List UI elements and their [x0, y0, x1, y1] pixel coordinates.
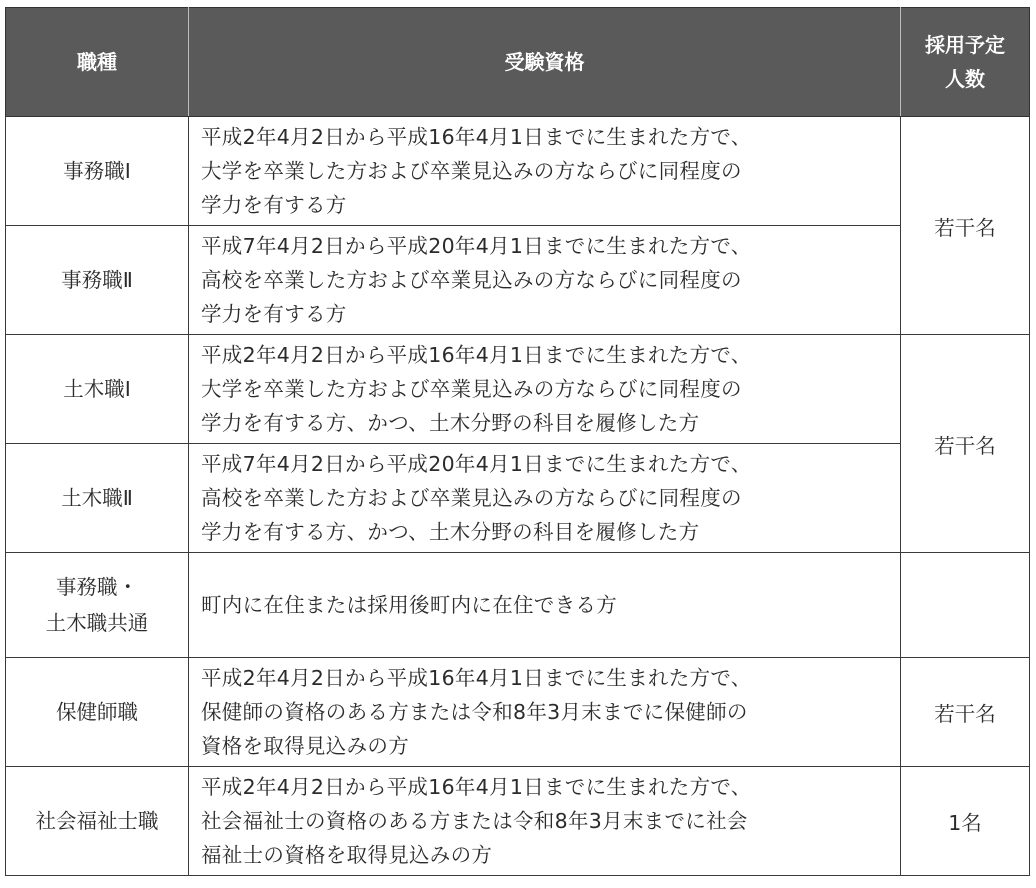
- qualification-line: 平成7年4月2日から平成20年4月1日までに生まれた方で、: [201, 234, 752, 258]
- qualification-line: 高校を卒業した方および卒業見込みの方ならびに同程度の: [201, 268, 742, 292]
- table-row-clerical-1: [6, 117, 1030, 226]
- header-row: [6, 8, 1030, 117]
- qualification-cell: [189, 226, 901, 335]
- recruitment-table: [5, 7, 1030, 876]
- qualification-line: 社会福祉士の資格のある方または令和8年3月末までに社会: [201, 809, 748, 833]
- count-cell-clerical: 若干名: [901, 117, 1030, 335]
- job-type-cell: 社会福祉士職: [6, 767, 189, 876]
- table-row-civil-2: [6, 444, 1030, 553]
- job-type-cell: 事務職Ⅱ: [6, 226, 189, 335]
- qualification-line: 保健師の資格のある方または令和8年3月末までに保健師の: [201, 700, 748, 724]
- header-job-type: 職種: [6, 8, 189, 117]
- table-row-clerical-2: [6, 226, 1030, 335]
- qualification-line: 学力を有する方、かつ、土木分野の科目を履修した方: [201, 520, 700, 544]
- table-row-social-worker: [6, 767, 1030, 876]
- job-type-cell: 保健師職: [6, 658, 189, 767]
- job-type-line1: 事務職・: [56, 575, 138, 599]
- header-count-line1: 採用予定: [925, 33, 1005, 57]
- count-cell-empty: [901, 553, 1030, 658]
- header-count-line2: 人数: [945, 67, 985, 91]
- job-type-cell: 土木職Ⅰ: [6, 335, 189, 444]
- count-cell-social-worker: 1名: [901, 767, 1030, 876]
- qualification-line: 福祉士の資格を取得見込みの方: [201, 843, 493, 867]
- qualification-line: 平成2年4月2日から平成16年4月1日までに生まれた方で、: [201, 343, 752, 367]
- qualification-line: 平成2年4月2日から平成16年4月1日までに生まれた方で、: [201, 775, 752, 799]
- qualification-cell: [189, 767, 901, 876]
- header-planned-count: [901, 8, 1030, 117]
- qualification-line: 学力を有する方、かつ、土木分野の科目を履修した方: [201, 411, 700, 435]
- qualification-cell: [189, 335, 901, 444]
- qualification-line: 資格を取得見込みの方: [201, 734, 409, 758]
- job-type-cell: [6, 553, 189, 658]
- qualification-line: 高校を卒業した方および卒業見込みの方ならびに同程度の: [201, 486, 742, 510]
- qualification-line: 平成2年4月2日から平成16年4月1日までに生まれた方で、: [201, 666, 752, 690]
- job-type-cell: 土木職Ⅱ: [6, 444, 189, 553]
- table-row-nurse: [6, 658, 1030, 767]
- qualification-line: 平成2年4月2日から平成16年4月1日までに生まれた方で、: [201, 125, 752, 149]
- qualification-cell: [189, 444, 901, 553]
- job-type-line2: 土木職共通: [45, 611, 149, 635]
- qualification-line: 学力を有する方: [201, 302, 347, 326]
- table-row-civil-1: [6, 335, 1030, 444]
- qualification-line: 平成7年4月2日から平成20年4月1日までに生まれた方で、: [201, 452, 752, 476]
- qualification-line: 学力を有する方: [201, 193, 347, 217]
- qualification-cell: 町内に在住または採用後町内に在住できる方: [189, 553, 901, 658]
- qualification-line: 大学を卒業した方および卒業見込みの方ならびに同程度の: [201, 377, 742, 401]
- job-type-cell: 事務職Ⅰ: [6, 117, 189, 226]
- count-cell-civil: 若干名: [901, 335, 1030, 553]
- header-qualification: 受験資格: [189, 8, 901, 117]
- qualification-line: 大学を卒業した方および卒業見込みの方ならびに同程度の: [201, 159, 742, 183]
- count-cell-nurse: 若干名: [901, 658, 1030, 767]
- qualification-cell: [189, 117, 901, 226]
- qualification-cell: [189, 658, 901, 767]
- table-row-common: [6, 553, 1030, 658]
